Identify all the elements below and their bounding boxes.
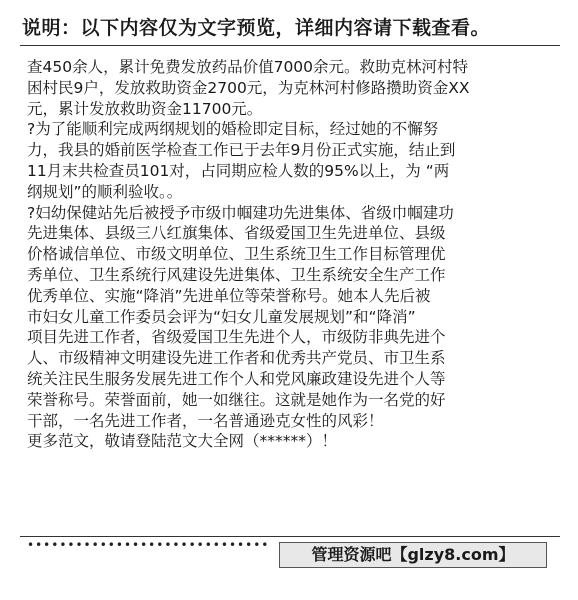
text-line: 查450余人，累计免费发放药品价值7000余元。救助克林河村特: [27, 58, 469, 76]
text-line: 困村民9户，发放救助资金2700元，为克林河村修路攒助资金XX: [27, 78, 470, 97]
text-line: 项目先进工作者，省级爱国卫生先进个人，市级防非典先进个: [27, 328, 446, 347]
text-line: 统关注民生服务发展先进工作个人和党风廉政建设先进个人等: [27, 369, 446, 388]
text-line: 力，我县的婚前医学检查工作已于去年9月份正式实施，结止到: [27, 141, 456, 160]
text-line: 人、市级精神文明建设先进工作者和优秀共产党员、市卫生系: [27, 349, 446, 368]
top-divider: [20, 45, 560, 46]
bottom-divider: [20, 536, 560, 537]
text-line: 元，累计发放救助资金11700元。: [27, 99, 263, 118]
dotted-separator: ••••••••••••••••••••••••••••••: [27, 538, 270, 552]
text-line: 11月末共检查员101对，占同期应检人数的95%以上，为 “两: [27, 161, 450, 180]
text-line: 荣誉称号。荣誉面前，她一如继往。这就是她作为一名党的好: [27, 390, 446, 409]
text-line: 更多范文，敬请登陆范文大全网（******）！: [27, 432, 338, 451]
text-line: 优秀单位、实施“降消”先进单位等荣誉称号。她本人先后被: [27, 286, 431, 305]
text-line: 价格诚信单位、市级文明单位、卫生系统卫生工作目标管理优: [27, 245, 446, 264]
text-line: ?为了能顺利完成两纲规划的婚检即定目标，经过她的不懈努: [27, 120, 439, 139]
site-watermark-banner: 管理资源吧【glzy8.com】: [279, 542, 547, 568]
text-line: ?妇幼保健站先后被授予市级巾帼建功先进集体、省级巾帼建功: [27, 203, 454, 222]
text-line: 秀单位、卫生系统行风建设先进集体、卫生系统安全生产工作: [27, 265, 446, 284]
text-line: 纲规划”的顺利验收。。: [27, 182, 183, 201]
preview-notice: 说明：以下内容仅为文字预览，详细内容请下载查看。: [22, 17, 491, 39]
text-line: 干部，一名先进工作者，一名普通逊克女性的风彩！: [27, 411, 384, 430]
text-line: 先进集体、县级三八红旗集体、省级爱国卫生先进单位、县级: [27, 224, 446, 243]
document-body: [27, 57, 559, 452]
text-line: 市妇女儿童工作委员会评为“妇女儿童发展规划”和“降消”: [27, 307, 416, 326]
